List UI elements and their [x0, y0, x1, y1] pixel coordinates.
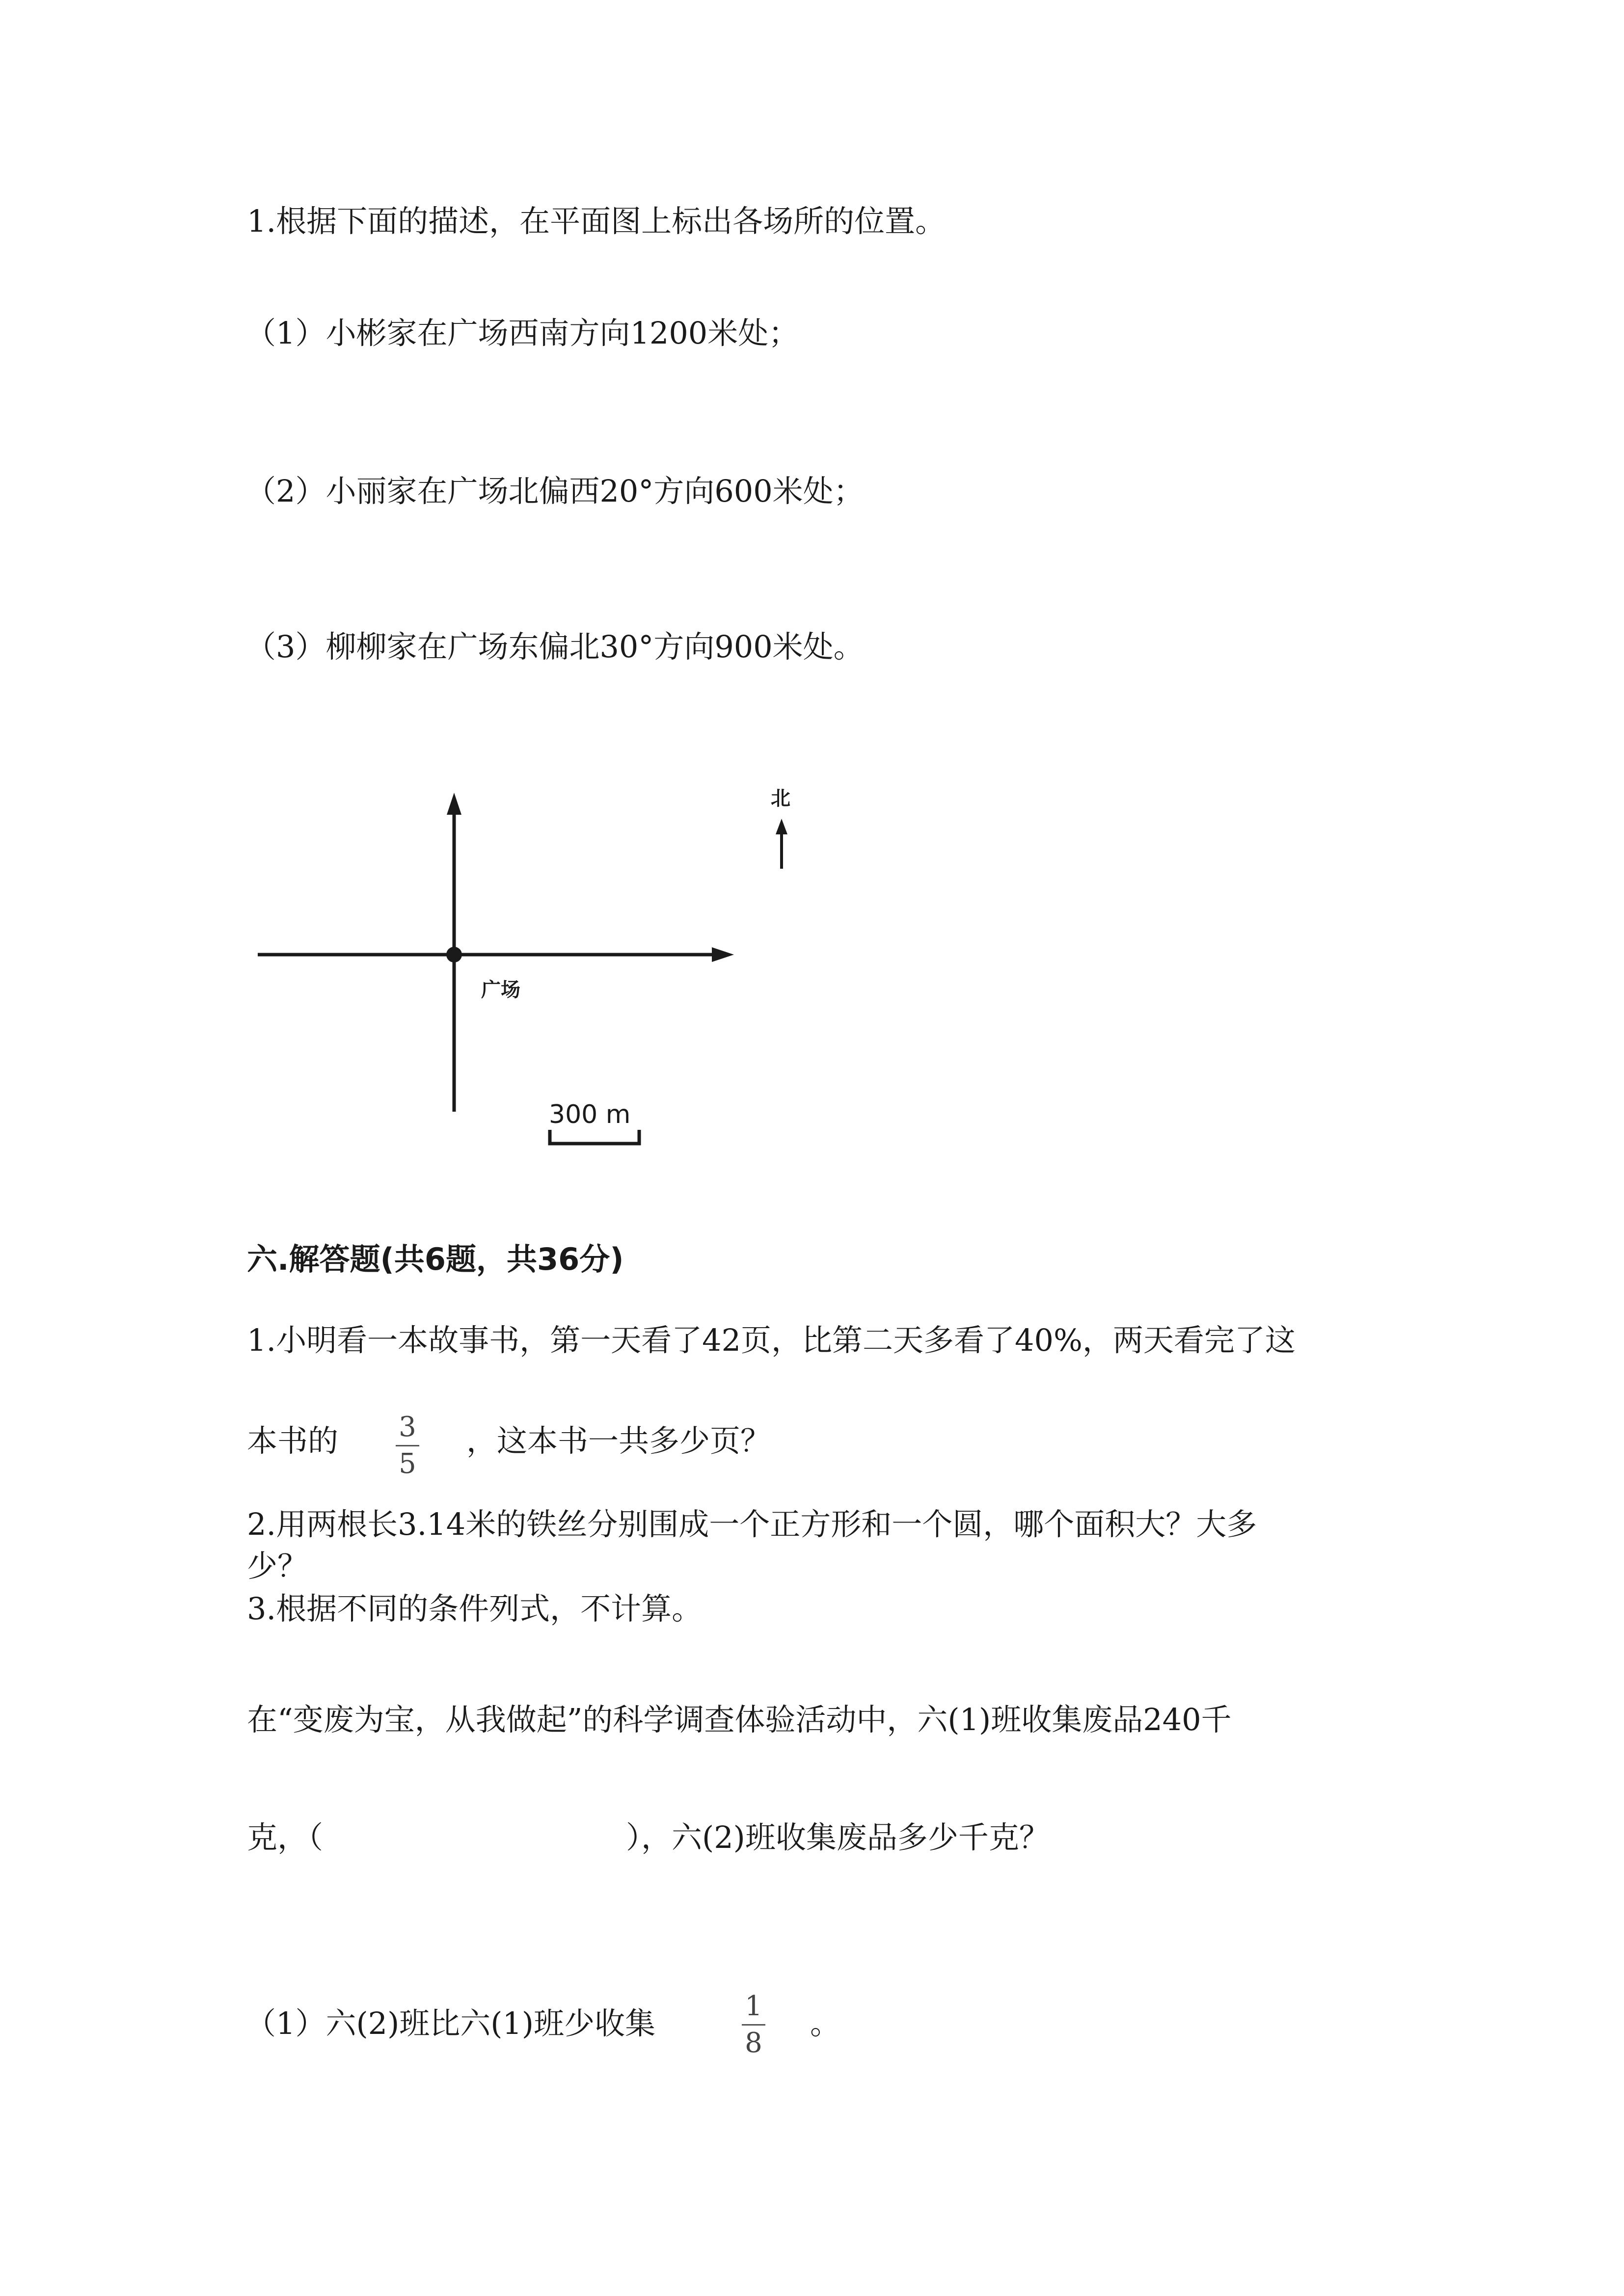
question-6-3-line-1: 在“变废为宝，从我做起”的科学调查体验活动中，六(1)班收集废品240千: [247, 1702, 1232, 1737]
square-label: 广场: [481, 979, 520, 1001]
question-5-1-item-3: （3）柳柳家在广场东偏北30°方向900米处。: [245, 629, 864, 665]
north-label: 北: [771, 787, 790, 810]
question-6-2-line-2: 少？: [247, 1548, 308, 1584]
fraction-denominator: 5: [399, 1448, 416, 1480]
question-6-1-line-2-start: 本书的: [247, 1423, 339, 1459]
fraction-one-eighth: [739, 1990, 768, 2059]
question-6-3-prompt: 3.根据不同的条件列式，不计算。: [247, 1591, 703, 1627]
north-indicator-arrow-icon: [776, 819, 787, 834]
question-5-1-prompt: 1.根据下面的描述，在平面图上标出各场所的位置。: [247, 203, 946, 239]
question-6-1-line-1: 1.小明看一本故事书，第一天看了42页，比第二天多看了40%，两天看完了这: [247, 1322, 1296, 1358]
question-6-3-line-2-start: 克，（: [247, 1819, 324, 1855]
fraction-three-fifths: [393, 1411, 422, 1480]
question-6-1-line-2-end: ，这本书一共多少页？: [466, 1423, 771, 1459]
question-6-3-sub-1-start: （1）六(2)班比六(1)班少收集: [245, 2005, 656, 2041]
question-6-3-line-2-end: ），六(2)班收集废品多少千克？: [626, 1819, 1050, 1855]
question-6-2-line-1: 2.用两根长3.14米的铁丝分别围成一个正方形和一个圆，哪个面积大？大多: [247, 1506, 1257, 1542]
square-point: [446, 947, 462, 962]
question-5-1-item-2: （2）小丽家在广场北偏西20°方向600米处；: [245, 473, 864, 509]
fraction-bar: [396, 1445, 419, 1446]
fraction-numerator: 1: [745, 1990, 762, 2022]
north-arrow-icon: [447, 793, 461, 815]
scale-bar: [550, 1130, 639, 1144]
fraction-bar: [742, 2024, 765, 2026]
east-arrow-icon: [712, 947, 734, 962]
question-5-1-item-1: （1）小彬家在广场西南方向1200米处；: [245, 315, 799, 351]
fraction-numerator: 3: [399, 1411, 416, 1443]
fraction-denominator: 8: [745, 2027, 762, 2059]
question-6-3-sub-1-end: 。: [810, 2005, 841, 2041]
section-6-heading: 六.解答题(共6题，共36分): [247, 1241, 624, 1277]
scale-label: 300 m: [549, 1100, 631, 1129]
